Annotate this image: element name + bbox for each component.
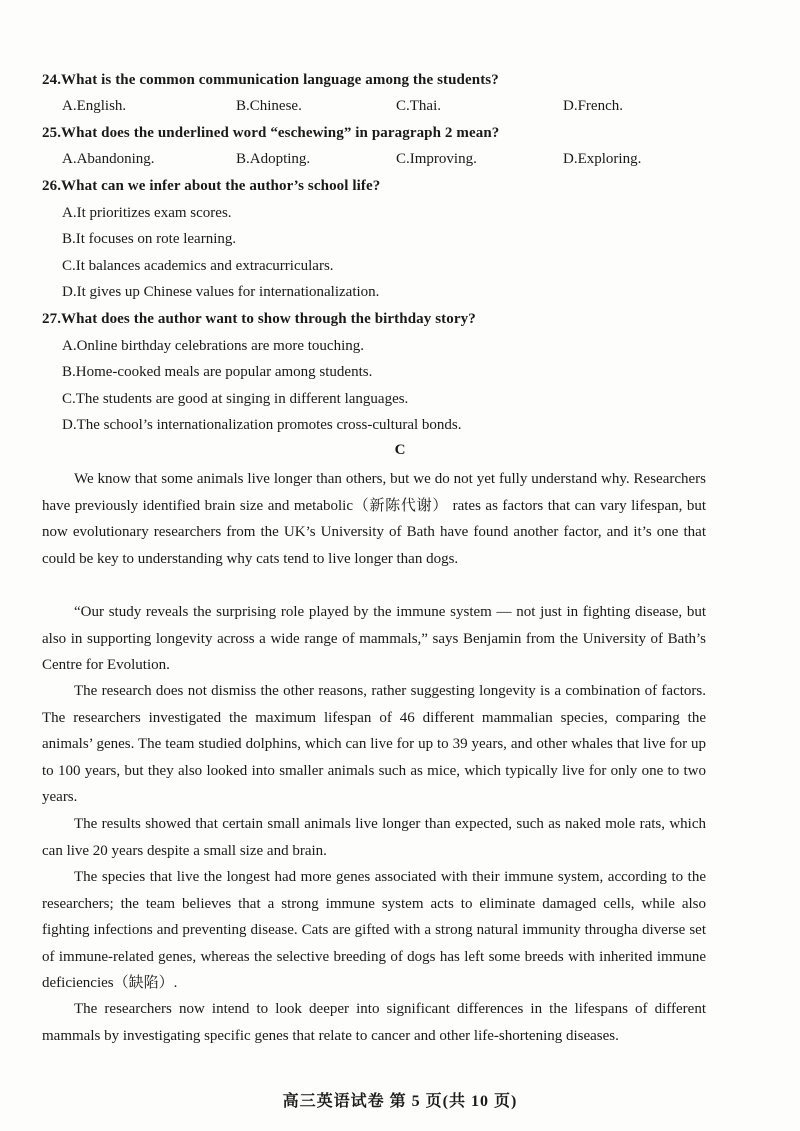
question-25-stem: 25.What does the underlined word “eschewing” in paragraph 2 mean?	[42, 125, 500, 141]
question-24-option-b: B.Chinese.	[236, 98, 302, 114]
passage-paragraph-5: The species that live the longest had more genes associated with their immune system, according to the researchers; the team believes that a strong immune system acts to eliminate damaged cells, while also fighting infections and preventing disease. Cats are gifted with a strong natural immunity througha diverse set of immune-related genes, whereas the selective breeding of dogs has left some breeds with inherited immune deficiencies（缺陷）.	[42, 869, 706, 992]
page-footer: 高三英语试卷 第 5 页(共 10 页)	[282, 1093, 518, 1110]
question-27-option-d: D.The school’s internationalization promotes cross-cultural bonds.	[62, 417, 462, 433]
question-25-option-b: B.Adopting.	[236, 151, 311, 167]
question-26-option-a: A.It prioritizes exam scores.	[62, 205, 232, 221]
passage-paragraph-3: The research does not dismiss the other reasons, rather suggesting longevity is a combination of factors. The researchers investigated the maximum lifespan of 46 different mammalian species, comparing the animals’ genes. The team studied dolphins, which can live for up to 39 years, and other whales that live for up to 100 years, but they also looked into smaller animals such as mice, which typically live for only one to two years.	[42, 683, 706, 806]
question-24-stem: 24.What is the common communication language among the students?	[42, 72, 499, 88]
question-27-option-a: A.Online birthday celebrations are more touching.	[62, 338, 364, 354]
section-heading: C	[394, 442, 406, 458]
question-27-stem: 27.What does the author want to show through the birthday story?	[42, 311, 476, 327]
question-26-option-b: B.It focuses on rote learning.	[62, 231, 237, 247]
question-24-option-d: D.French.	[563, 98, 623, 114]
question-27-option-b: B.Home-cooked meals are popular among students.	[62, 364, 373, 380]
question-25-option-c: C.Improving.	[396, 151, 477, 167]
question-25-option-d: D.Exploring.	[563, 151, 642, 167]
passage-paragraph-4: The results showed that certain small animals live longer than expected, such as naked mole rats, which can live 20 years despite a small size and brain.	[42, 816, 706, 859]
passage-paragraph-2: “Our study reveals the surprising role played by the immune system — not just in fighting disease, but also in supporting longevity across a wide range of mammals,” says Benjamin from the University of Bath’s Centre for Evolution.	[42, 604, 706, 674]
question-24-option-c: C.Thai.	[396, 98, 441, 114]
question-26-option-c: C.It balances academics and extracurriculars.	[62, 258, 334, 274]
passage-paragraph-1: We know that some animals live longer than others, but we do not yet fully understand why. Researchers have previously identified brain size and metabolic（新陈代谢） rates as factors that can vary lifespan, but now evolutionary researchers from the UK’s University of Bath have found another factor, and it’s one that could be key to understanding why cats tend to live longer than dogs.	[42, 471, 706, 567]
question-24-option-a: A.English.	[62, 98, 127, 114]
passage-paragraph-6: The researchers now intend to look deeper into significant differences in the lifespans of different mammals by investigating specific genes that relate to cancer and other life-shortening diseases.	[42, 1001, 706, 1044]
question-27-option-c: C.The students are good at singing in different languages.	[62, 391, 409, 407]
question-26-option-d: D.It gives up Chinese values for internationalization.	[62, 284, 380, 300]
question-25-option-a: A.Abandoning.	[62, 151, 155, 167]
question-26-stem: 26.What can we infer about the author’s school life?	[42, 178, 381, 194]
